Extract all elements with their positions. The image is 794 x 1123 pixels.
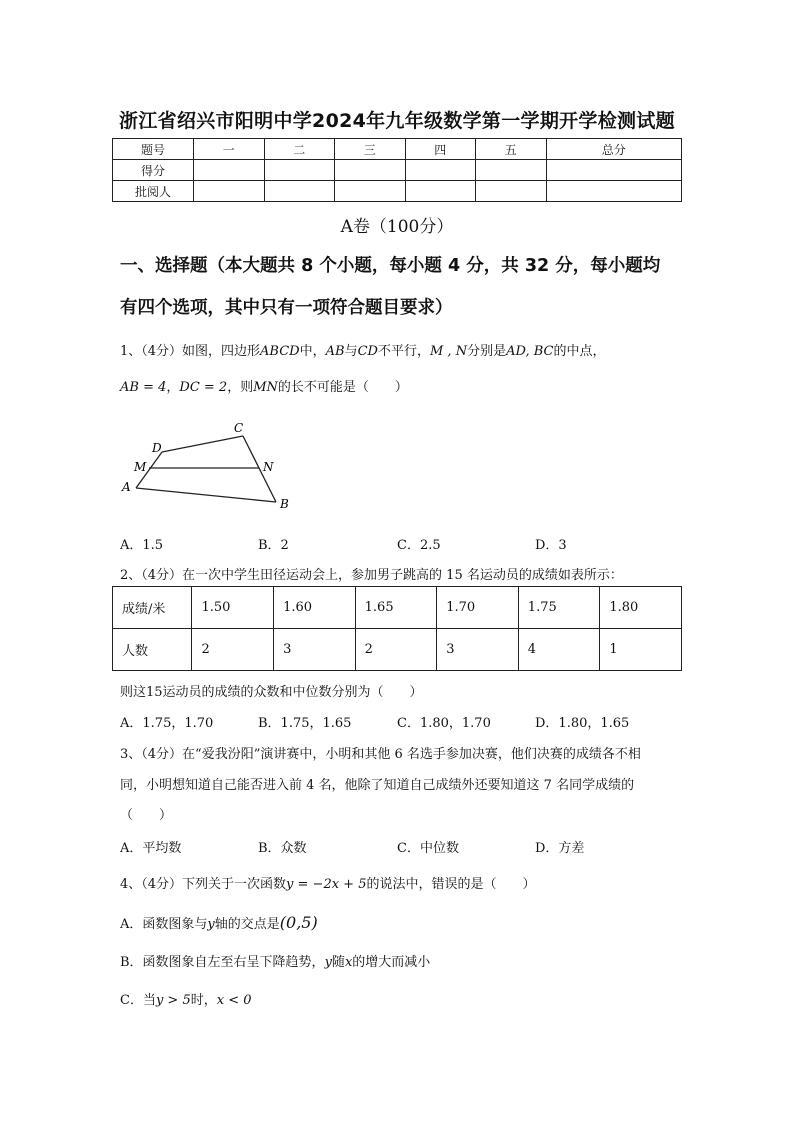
q4-text: C．当: [120, 993, 156, 1008]
score-cell: [194, 160, 265, 181]
q1-text: 与: [344, 344, 358, 359]
q2-table-row-scores: [113, 587, 682, 629]
q1-math-mn-segment: MN: [253, 380, 278, 395]
score-header-cell: 三: [335, 139, 406, 160]
q2-cell: 1.65: [355, 587, 437, 629]
score-header-cell: 一: [194, 139, 265, 160]
q2-cell: 2: [192, 629, 274, 671]
q2-cell: 3: [437, 629, 519, 671]
score-header-cell: 题号: [113, 139, 194, 160]
q4-math-y: y: [207, 917, 215, 932]
q2-cell: 1.80: [600, 587, 682, 629]
q2-option-c[interactable]: C．1.80，1.70: [397, 716, 491, 731]
q2-table-row-counts: [113, 629, 682, 671]
q4-text: B．函数图象自左至右呈下降趋势，: [120, 955, 325, 970]
q2-option-d[interactable]: D．1.80，1.65: [535, 716, 630, 731]
score-header-cell: 二: [264, 139, 335, 160]
q2-cell: 成绩/米: [113, 587, 192, 629]
label-n: N: [263, 460, 274, 474]
q1-stem-line2: [120, 376, 408, 395]
q4-stem: [120, 873, 536, 892]
score-cell: [264, 160, 335, 181]
score-table-header-row: [113, 139, 682, 160]
q4-option-a[interactable]: [120, 913, 318, 932]
q1-text: 的长不可能是（ ）: [277, 380, 408, 395]
q4-text: A．函数图象与: [120, 917, 208, 932]
q1-math-abcd: ABCD: [260, 344, 300, 359]
q1-text: 1、（4分）如图，四边形: [120, 344, 261, 359]
q2-cell: 1: [600, 629, 682, 671]
segment-ab: [136, 488, 276, 502]
q1-math-ab: AB: [325, 344, 345, 359]
q1-text: 分别是: [467, 344, 507, 359]
q2-question: 则这15运动员的成绩的众数和中位数分别为（ ）: [120, 685, 423, 700]
part1-heading-line1: 一、选择题（本大题共 8 个小题，每小题 4 分，共 32 分，每小题均: [120, 256, 661, 276]
q4-option-b[interactable]: [120, 951, 430, 970]
q3-stem-line1: 3、（4分）在“爱我汾阳”演讲赛中，小明和其他 6 名选手参加决赛，他们决赛的成绩各不相: [120, 747, 641, 762]
score-header-cell: 四: [405, 139, 476, 160]
grader-cell: [194, 181, 265, 202]
q4-text: 随: [331, 955, 345, 970]
q2-cell: 人数: [113, 629, 192, 671]
q2-cell: 2: [355, 629, 437, 671]
q1-math-dc-eq: DC = 2: [179, 380, 228, 395]
q2-results-table: [112, 586, 682, 671]
q2-cell: 1.60: [274, 587, 356, 629]
q1-math-adbc: AD, BC: [506, 344, 554, 359]
q1-option-c[interactable]: C．2.5: [397, 538, 441, 553]
q1-text: ，则: [227, 380, 254, 395]
q2-cell: 4: [518, 629, 600, 671]
q4-math-condition: y > 5: [155, 993, 191, 1008]
score-header-cell: 五: [476, 139, 547, 160]
score-cell: [405, 160, 476, 181]
q2-cell: 3: [274, 629, 356, 671]
q2-cell: 1.75: [518, 587, 600, 629]
score-row: [113, 160, 682, 181]
score-table: [112, 138, 682, 202]
segment-dc: [162, 436, 243, 452]
grader-row: [113, 181, 682, 202]
q4-option-c[interactable]: [120, 989, 252, 1008]
q4-text: 的说法中，错误的是（ ）: [366, 877, 536, 892]
q2-stem: 2、（4分）在一次中学生田径运动会上，参加男子跳高的 15 名运动员的成绩如表所示：: [120, 568, 623, 583]
label-d: D: [152, 441, 162, 455]
score-header-cell: 总分: [546, 139, 682, 160]
q4-math-x: x: [344, 955, 353, 970]
grader-cell: [405, 181, 476, 202]
grader-cell: [264, 181, 335, 202]
q4-text: 的增大而减小: [352, 955, 431, 970]
q2-option-b[interactable]: B．1.75，1.65: [258, 716, 352, 731]
q1-math-ab-eq: AB = 4: [120, 380, 167, 395]
q1-text: 中，: [299, 344, 326, 359]
grader-cell: [476, 181, 547, 202]
q1-text: 的中点，: [553, 344, 606, 359]
exam-title: 浙江省绍兴市阳明中学2024年九年级数学第一学期开学检测试题: [119, 110, 675, 132]
grader-row-label: 批阅人: [113, 181, 194, 202]
q2-cell: 1.50: [192, 587, 274, 629]
score-cell: [476, 160, 547, 181]
q3-option-b[interactable]: B．众数: [258, 841, 307, 856]
q4-math-y: y: [324, 955, 332, 970]
label-c: C: [234, 421, 244, 435]
q1-text: ，: [166, 380, 180, 395]
q1-text: 不平行，: [377, 344, 430, 359]
label-a: A: [122, 480, 131, 494]
q1-math-cd: CD: [357, 344, 378, 359]
q3-stem-line2: 同，小明想知道自己能否进入前 4 名，他除了知道自己成绩外还要知道这 7 名同学成绩的: [120, 778, 635, 793]
q1-option-a[interactable]: A．1.5: [120, 538, 164, 553]
section-a-title: A卷（100分）: [340, 217, 454, 237]
q1-stem-line1: [120, 340, 605, 359]
q4-math-function: y = −2x + 5: [286, 877, 367, 892]
q3-option-c[interactable]: C．中位数: [397, 841, 459, 856]
q3-stem-line3: （ ）: [120, 808, 173, 823]
q2-option-a[interactable]: A．1.75，1.70: [120, 716, 214, 731]
q1-quadrilateral-figure: [118, 418, 298, 514]
q4-text: 轴的交点是: [214, 917, 280, 932]
score-row-label: 得分: [113, 160, 194, 181]
label-m: M: [134, 460, 147, 474]
q1-option-b[interactable]: B．2: [258, 538, 289, 553]
q3-option-d[interactable]: D．方差: [535, 841, 585, 856]
q4-text: 4、（4分）下列关于一次函数: [120, 877, 287, 892]
q2-cell: 1.70: [437, 587, 519, 629]
label-b: B: [280, 497, 289, 511]
q4-text: 时，: [190, 993, 217, 1008]
q3-option-a[interactable]: A．平均数: [120, 841, 182, 856]
q4-math-result: x < 0: [216, 993, 252, 1008]
grader-cell: [335, 181, 406, 202]
q1-math-mn: M , N: [429, 344, 468, 359]
q4-math-point: (0,5): [279, 913, 318, 932]
part1-heading-line2: 有四个选项，其中只有一项符合题目要求）: [120, 298, 453, 318]
q1-option-d[interactable]: D．3: [535, 538, 567, 553]
grader-cell: [546, 181, 682, 202]
score-cell: [335, 160, 406, 181]
score-cell: [546, 160, 682, 181]
